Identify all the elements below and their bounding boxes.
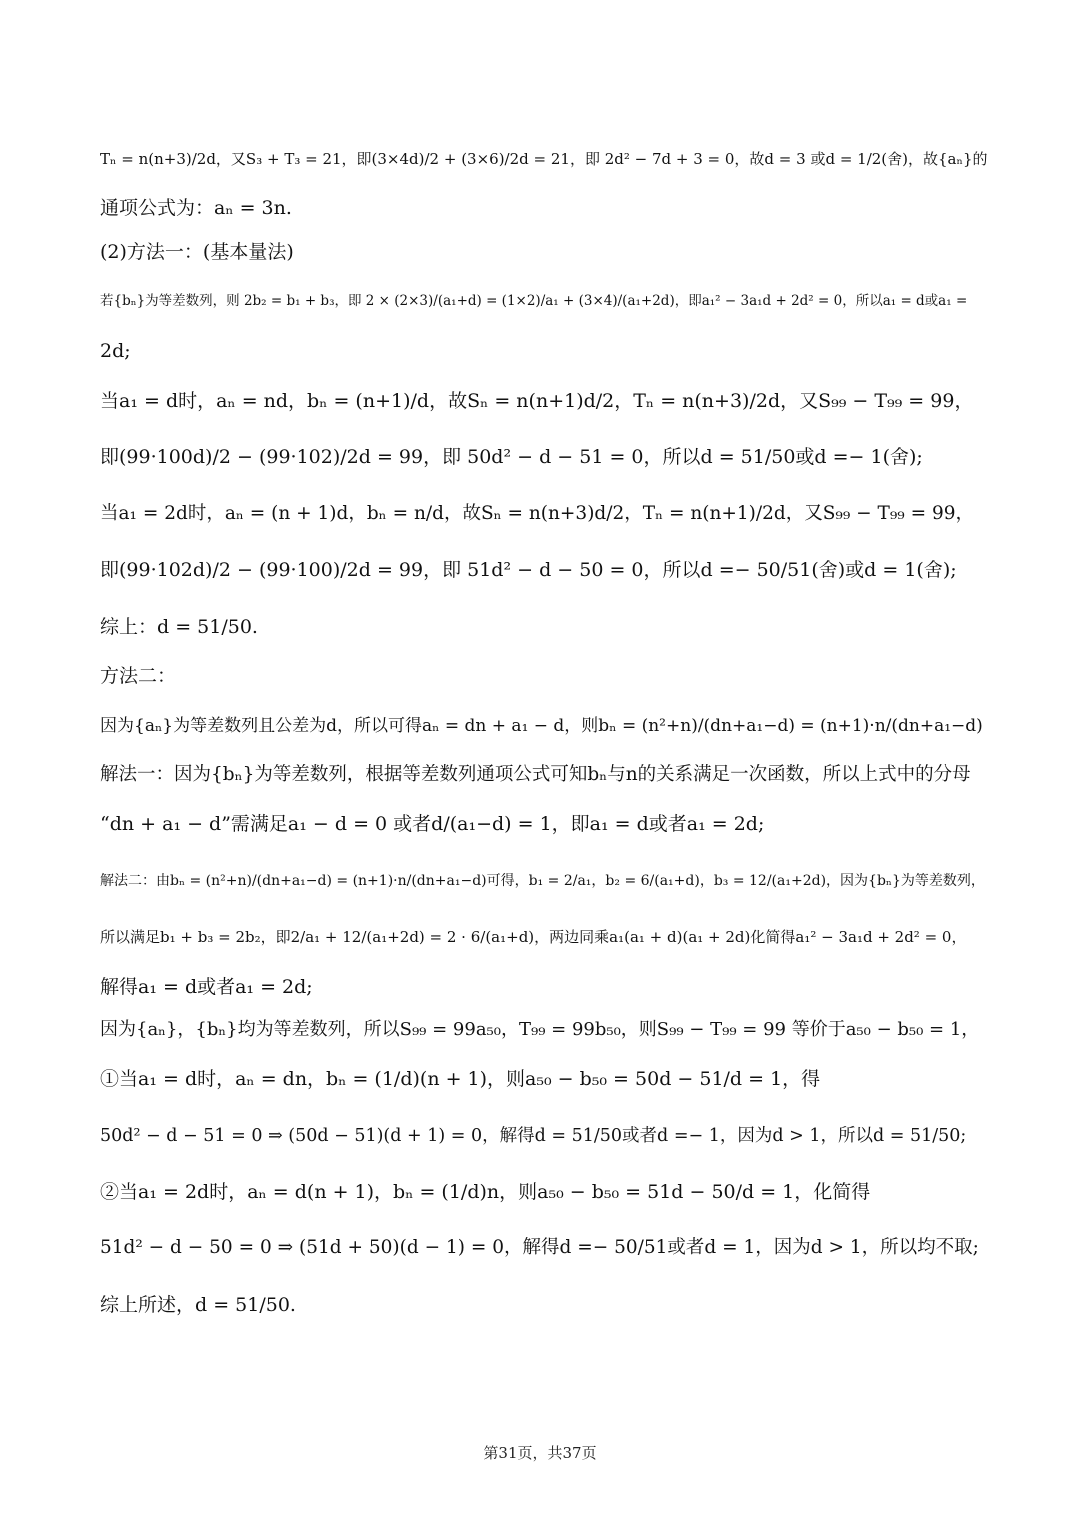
text-line: 51d² − d − 50 = 0 ⇒ (51d + 50)(d − 1) = 0，解得d =− 50/51或者d = 1，因为d > 1，所以均不取; (100, 1237, 979, 1258)
text-line: 通项公式为：aₙ = 3n. (100, 197, 292, 219)
text-line: 因为{aₙ}为等差数列且公差为d，所以可得aₙ = dn + a₁ − d，则bₙ = (n²+n)/(dn+a₁−d) = (n+1)·n/(dn+a₁−d) (100, 716, 983, 736)
text-line: 即(99·102d)/2 − (99·100)/2d = 99，即 51d² − d − 50 = 0，所以d =− 50/51(舍)或d = 1(舍); (100, 559, 957, 581)
text-line: 即(99·100d)/2 − (99·102)/2d = 99，即 50d² − d − 51 = 0，所以d = 51/50或d =− 1(舍); (100, 446, 923, 468)
section-heading: 方法二： (100, 665, 177, 687)
text-line: 综上所述，d = 51/50. (100, 1294, 296, 1316)
text-line: “dn + a₁ − d”需满足a₁ − d = 0 或者d/(a₁−d) = 1，即a₁ = d或者a₁ = 2d; (100, 813, 765, 835)
text-line: ②当a₁ = 2d时，aₙ = d(n + 1)，bₙ = (1/d)n，则a₅₀ − b₅₀ = 51d − 50/d = 1，化简得 (100, 1181, 871, 1203)
text-line: 当a₁ = 2d时，aₙ = (n + 1)d，bₙ = n/d，故Sₙ = n(n+3)d/2，Tₙ = n(n+1)/2d，又S₉₉ − T₉₉ = 99， (100, 503, 974, 524)
text-line: 因为{aₙ}，{bₙ}均为等差数列，所以S₉₉ = 99a₅₀，T₉₉ = 99b₅₀，则S₉₉ − T₉₉ = 99 等价于a₅₀ − b₅₀ = 1， (100, 1019, 980, 1040)
text-line: 解法二：由bₙ = (n²+n)/(dn+a₁−d) = (n+1)·n/(dn+a₁−d)可得，b₁ = 2/a₁，b₂ = 6/(a₁+d)，b₃ = 12/(a₁+2d)，因为{bₙ}为等差数列， (100, 873, 985, 889)
text-line: Tₙ = n(n+3)/2d，又S₃ + T₃ = 21，即(3×4d)/2 + (3×6)/2d = 21，即 2d² − 7d + 3 = 0，故d = 3 或d = 1/2(舍)，故{aₙ}的 (100, 150, 988, 168)
text-line: 50d² − d − 51 = 0 ⇒ (50d − 51)(d + 1) = 0，解得d = 51/50或者d =− 1，因为d > 1，所以d = 51/50; (100, 1126, 967, 1146)
text-line: 所以满足b₁ + b₃ = 2b₂，即2/a₁ + 12/(a₁+2d) = 2 · 6/(a₁+d)，两边同乘a₁(a₁ + d)(a₁ + 2d)化简得a₁² − 3a₁d + 2d² = 0， (100, 928, 967, 946)
text-line: 若{bₙ}为等差数列，则 2b₂ = b₁ + b₃，即 2 × (2×3)/(a₁+d) = (1×2)/a₁ + (3×4)/(a₁+2d)，即a₁² − 3a₁d + 2d² = 0，所以a₁ = d或a₁ = (100, 293, 968, 309)
text-line: 2d; (100, 340, 131, 362)
text-line: 解法一：因为{bₙ}为等差数列，根据等差数列通项公式可知bₙ与n的关系满足一次函数，所以上式中的分母 (100, 764, 971, 785)
page-number-footer: 第31页，共37页 (483, 1444, 597, 1462)
text-line: 解得a₁ = d或者a₁ = 2d; (100, 976, 313, 998)
text-line: 当a₁ = d时，aₙ = nd，bₙ = (n+1)/d，故Sₙ = n(n+1)d/2，Tₙ = n(n+3)/2d，又S₉₉ − T₉₉ = 99， (100, 390, 974, 412)
text-line: 综上：d = 51/50. (100, 616, 258, 638)
text-line: ①当a₁ = d时，aₙ = dn，bₙ = (1/d)(n + 1)，则a₅₀ − b₅₀ = 50d − 51/d = 1，得 (100, 1068, 821, 1090)
section-heading: (2)方法一：(基本量法) (100, 241, 294, 263)
